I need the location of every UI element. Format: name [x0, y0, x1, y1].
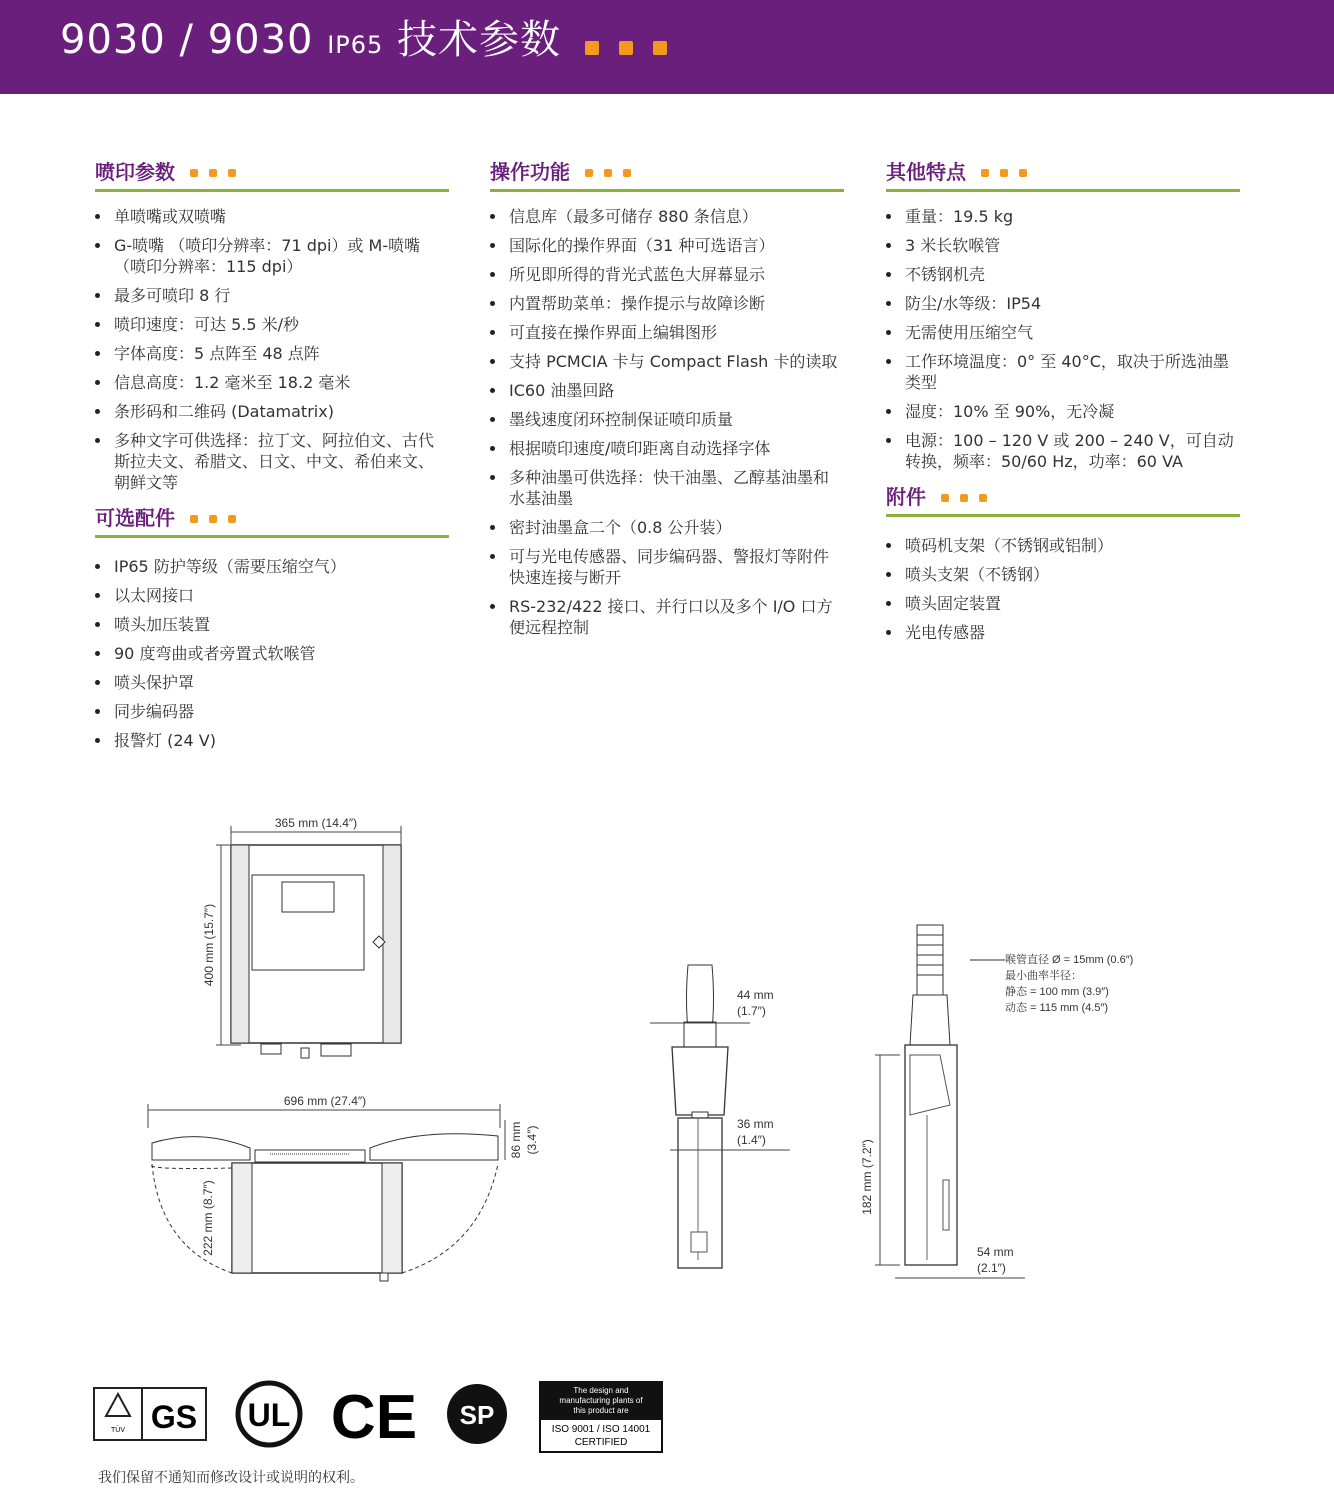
list-item: 支持 PCMCIA 卡与 Compact Flash 卡的读取 — [490, 351, 844, 372]
section-title-options: 可选配件 — [95, 501, 449, 538]
dim-top-depth-in: (3.4″) — [525, 1125, 539, 1155]
dim-head-w2-in: (1.4″) — [737, 1133, 766, 1147]
list-item: 信息库（最多可储存 880 条信息） — [490, 206, 844, 227]
title-text: 技术参数 — [397, 17, 562, 63]
list-item: 喷头支架（不锈钢） — [886, 564, 1240, 585]
list-item: 字体高度：5 点阵至 48 点阵 — [95, 343, 449, 364]
list-item: 信息高度：1.2 毫米至 18.2 毫米 — [95, 372, 449, 393]
svg-text:this product are: this product are — [573, 1406, 629, 1415]
ul-logo — [238, 1383, 300, 1445]
ce-logo — [331, 1383, 417, 1452]
column-3 — [886, 155, 1240, 651]
printhead-drawing — [640, 960, 820, 1275]
dim-front-width: 365 mm (14.4″) — [274, 816, 358, 830]
conduit-note-4: 动态 = 115 mm (4.5″) — [1005, 1002, 1109, 1014]
list-item: 湿度：10% 至 90%，无冷凝 — [886, 401, 1240, 422]
title-ip: IP65 — [327, 31, 384, 59]
conduit-note-3: 静态 = 100 mm (3.9″) — [1005, 986, 1109, 998]
accessories-list — [886, 535, 1240, 643]
list-item: 以太网接口 — [95, 585, 449, 606]
list-item: 条形码和二维码 (Datamatrix) — [95, 401, 449, 422]
title-squares — [585, 19, 687, 65]
list-item: 电源：100 – 120 V 或 200 – 240 V，可自动转换，频率：50/60 Hz，功率：60 VA — [886, 430, 1240, 472]
header-banner — [0, 0, 1334, 94]
list-item: 国际化的操作界面（31 种可选语言） — [490, 235, 844, 256]
svg-text:TÜV: TÜV — [111, 1427, 125, 1434]
list-item: 喷头加压装置 — [95, 614, 449, 635]
list-item: 最多可喷印 8 行 — [95, 285, 449, 306]
dim-head-height: 182 mm (7.2″) — [860, 1139, 874, 1215]
list-item: 喷头保护罩 — [95, 672, 449, 693]
svg-text:GS: GS — [150, 1399, 198, 1435]
list-item: RS-232/422 接口、并行口以及多个 I/O 口方便远程控制 — [490, 596, 844, 638]
list-item: 90 度弯曲或者旁置式软喉管 — [95, 643, 449, 664]
list-item: 不锈钢机壳 — [886, 264, 1240, 285]
list-item: IP65 防护等级（需要压缩空气） — [95, 556, 449, 577]
list-item: 光电传感器 — [886, 622, 1240, 643]
svg-text:SP: SP — [459, 1400, 495, 1430]
other-list — [886, 206, 1240, 472]
csa-logo — [447, 1384, 507, 1444]
list-item: 工作环境温度：0° 至 40°C，取决于所选油墨类型 — [886, 351, 1240, 393]
operation-list — [490, 206, 844, 638]
list-item: G-喷嘴 （喷印分辨率：71 dpi）或 M-喷嘴 （喷印分辨率：115 dpi） — [95, 235, 449, 277]
column-1 — [95, 155, 449, 759]
list-item: 墨线速度闭环控制保证喷印质量 — [490, 409, 844, 430]
list-item: 3 米长软喉管 — [886, 235, 1240, 256]
section-title-print: 喷印参数 — [95, 155, 449, 192]
svg-text:The design and: The design and — [573, 1386, 629, 1395]
cabinet-top-drawing — [140, 1088, 560, 1288]
print-list — [95, 206, 449, 493]
page-title — [60, 8, 687, 65]
list-item: IC60 油墨回路 — [490, 380, 844, 401]
footer-note: 我们保留不通知而修改设计或说明的权利。 — [98, 1470, 364, 1486]
options-list — [95, 556, 449, 751]
list-item: 喷码机支架（不锈钢或铝制） — [886, 535, 1240, 556]
list-item: 防尘/水等级：IP54 — [886, 293, 1240, 314]
tuv-gs-logo — [94, 1388, 206, 1440]
list-item: 多种文字可供选择：拉丁文、阿拉伯文、古代斯拉夫文、希腊文、日文、中文、希伯来文、朝鲜文等 — [95, 430, 449, 493]
list-item: 密封油墨盒二个（0.8 公升装） — [490, 517, 844, 538]
section-title-other: 其他特点 — [886, 155, 1240, 192]
section-title-accessories: 附件 — [886, 480, 1240, 517]
conduit-note-2: 最小曲率半径： — [1005, 970, 1082, 982]
cabinet-front-drawing — [196, 810, 416, 1065]
dim-front-height: 400 mm (15.7″) — [202, 903, 216, 987]
dim-head-w2: 36 mm — [737, 1117, 774, 1131]
list-item: 喷印速度：可达 5.5 米/秒 — [95, 314, 449, 335]
list-item: 根据喷印速度/喷印距离自动选择字体 — [490, 438, 844, 459]
list-item: 可与光电传感器、同步编码器、警报灯等附件快速连接与断开 — [490, 546, 844, 588]
list-item: 喷头固定装置 — [886, 593, 1240, 614]
conduit-note-1: 喉管直径 Ø = 15mm (0.6″) — [1005, 954, 1134, 966]
svg-text:CERTIFIED: CERTIFIED — [574, 1437, 628, 1448]
list-item: 内置帮助菜单：操作提示与故障诊断 — [490, 293, 844, 314]
list-item: 无需使用压缩空气 — [886, 322, 1240, 343]
section-title-operation: 操作功能 — [490, 155, 844, 192]
list-item: 单喷嘴或双喷嘴 — [95, 206, 449, 227]
list-item: 报警灯 (24 V) — [95, 730, 449, 751]
dim-head-depth-in: (2.1″) — [977, 1261, 1006, 1275]
column-2 — [490, 155, 844, 646]
svg-text:CE: CE — [330, 1383, 418, 1452]
dim-top-depth: 86 mm — [509, 1121, 523, 1159]
list-item: 多种油墨可供选择：快干油墨、乙醇基油墨和水基油墨 — [490, 467, 844, 509]
dim-swing: 222 mm (8.7″) — [201, 1180, 215, 1256]
svg-text:UL: UL — [247, 1397, 291, 1433]
dim-head-depth: 54 mm — [977, 1245, 1014, 1259]
svg-text:ISO 9001 / ISO 14001: ISO 9001 / ISO 14001 — [551, 1424, 651, 1435]
title-model: 9030 / 9030 — [60, 17, 314, 63]
list-item: 所见即所得的背光式蓝色大屏幕显示 — [490, 264, 844, 285]
list-item: 可直接在操作界面上编辑图形 — [490, 322, 844, 343]
dim-head-w1-in: (1.7″) — [737, 1004, 766, 1018]
list-item: 重量：19.5 kg — [886, 206, 1240, 227]
iso-certified-badge — [540, 1382, 662, 1452]
certification-logos — [92, 1380, 672, 1456]
svg-text:manufacturing plants of: manufacturing plants of — [559, 1396, 643, 1405]
list-item: 同步编码器 — [95, 701, 449, 722]
printhead-conduit-drawing — [855, 915, 1175, 1285]
dim-head-w1: 44 mm — [737, 988, 774, 1002]
dim-top-width: 696 mm (27.4″) — [283, 1094, 367, 1108]
